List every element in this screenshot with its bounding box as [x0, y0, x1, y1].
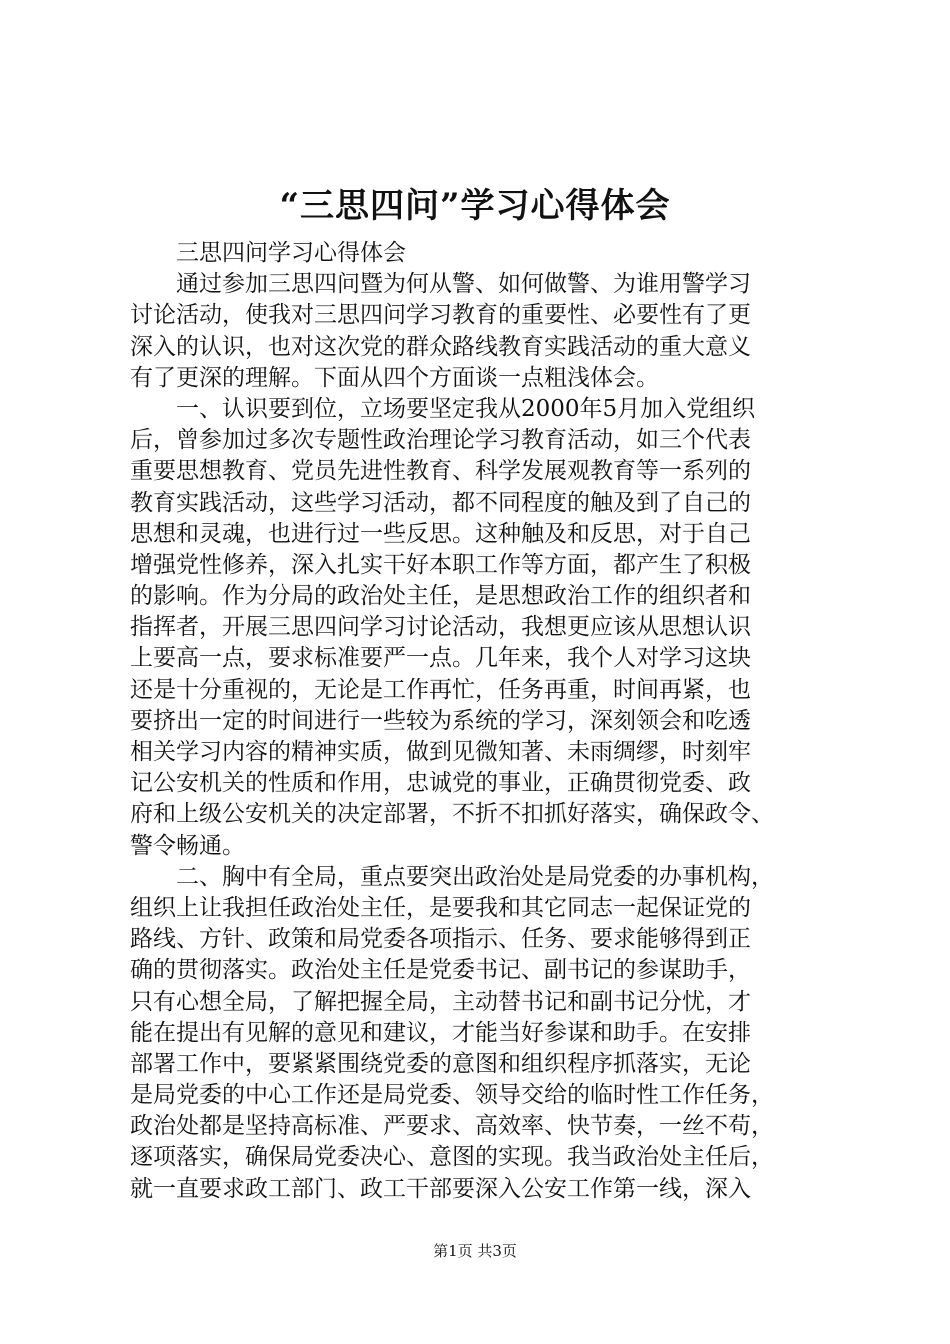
- paragraph-line: 记公安机关的性质和作用，忠诚党的事业，正确贯彻党委、政: [130, 770, 751, 797]
- document-title: “三思四问”学习心得体会: [279, 186, 671, 226]
- paragraph-line: 后，曾参加过多次专题性政治理论学习教育活动，如三个代表: [130, 427, 751, 454]
- paragraph-line: 还是十分重视的，无论是工作再忙，任务再重，时间再紧，也: [130, 676, 751, 703]
- paragraph-line: 的影响。作为分局的政治处主任，是思想政治工作的组织者和: [130, 583, 751, 610]
- paragraph-line: 就一直要求政工部门、政工干部要深入公安工作第一线，深入: [130, 1175, 751, 1202]
- paragraph-line: 能在提出有见解的意见和建议，才能当好参谋和助手。在安排: [130, 1019, 751, 1046]
- paragraph-line: 增强党性修养，深入扎实干好本职工作等方面，都产生了积极: [130, 551, 751, 578]
- paragraph-line: 府和上级公安机关的决定部署，不折不扣抓好落实，确保政令、: [130, 801, 774, 828]
- paragraph-line: 路线、方针、政策和局党委各项指示、任务、要求能够得到正: [130, 926, 751, 953]
- paragraph-line: 是局党委的中心工作还是局党委、领导交给的临时性工作任务，: [130, 1082, 774, 1109]
- paragraph-line: 上要高一点，要求标准要严一点。几年来，我个人对学习这块: [130, 645, 751, 672]
- paragraph-line: 要挤出一定的时间进行一些较为系统的学习，深刻领会和吃透: [130, 707, 751, 734]
- paragraph-line: 讨论活动，使我对三思四问学习教育的重要性、必要性有了更: [130, 302, 751, 329]
- paragraph-line: 思想和灵魂，也进行过一些反思。这种触及和反思，对于自己: [130, 520, 751, 547]
- paragraph-line: 相关学习内容的精神实质，做到见微知著、未雨绸缪，时刻牢: [130, 739, 751, 765]
- paragraph-line: 深入的认识，也对这次党的群众路线教育实践活动的重大意义: [130, 333, 751, 360]
- paragraph-line: 二、胸中有全局，重点要突出政治处是局党委的办事机构，: [176, 863, 774, 890]
- paragraph-line: 组织上让我担任政治处主任，是要我和其它同志一起保证党的: [130, 894, 751, 921]
- paragraph-line: 指挥者，开展三思四问学习讨论活动，我想更应该从思想认识: [130, 614, 751, 641]
- paragraph-line: 警令畅通。: [130, 832, 245, 859]
- paragraph-line: 确的贯彻落实。政治处主任是党委书记、副书记的参谋助手，: [130, 957, 751, 984]
- paragraph-line: 只有心想全局，了解把握全局，主动替书记和副书记分忧，才: [130, 988, 751, 1015]
- paragraph-line: 逐项落实，确保局党委决心、意图的实现。我当政治处主任后，: [130, 1144, 774, 1171]
- subtitle-line: 三思四问学习心得体会: [176, 240, 406, 266]
- page-footer: 第1页 共3页: [433, 1242, 517, 1260]
- paragraph-line: 教育实践活动，这些学习活动，都不同程度的触及到了自己的: [130, 489, 751, 516]
- document-body: [130, 238, 836, 1205]
- paragraph-line: 重要思想教育、党员先进性教育、科学发展观教育等一系列的: [130, 458, 751, 485]
- paragraph-line: 有了更深的理解。下面从四个方面谈一点粗浅体会。: [130, 364, 659, 391]
- paragraph-line: 通过参加三思四问暨为何从警、如何做警、为谁用警学习: [176, 271, 751, 298]
- paragraph-line: 一、认识要到位，立场要坚定我从2000年5月加入党组织: [176, 395, 756, 422]
- paragraph-line: 政治处都是坚持高标准、严要求、高效率、快节奏，一丝不苟，: [130, 1113, 774, 1140]
- paragraph-line: 部署工作中，要紧紧围绕党委的意图和组织程序抓落实，无论: [130, 1050, 751, 1077]
